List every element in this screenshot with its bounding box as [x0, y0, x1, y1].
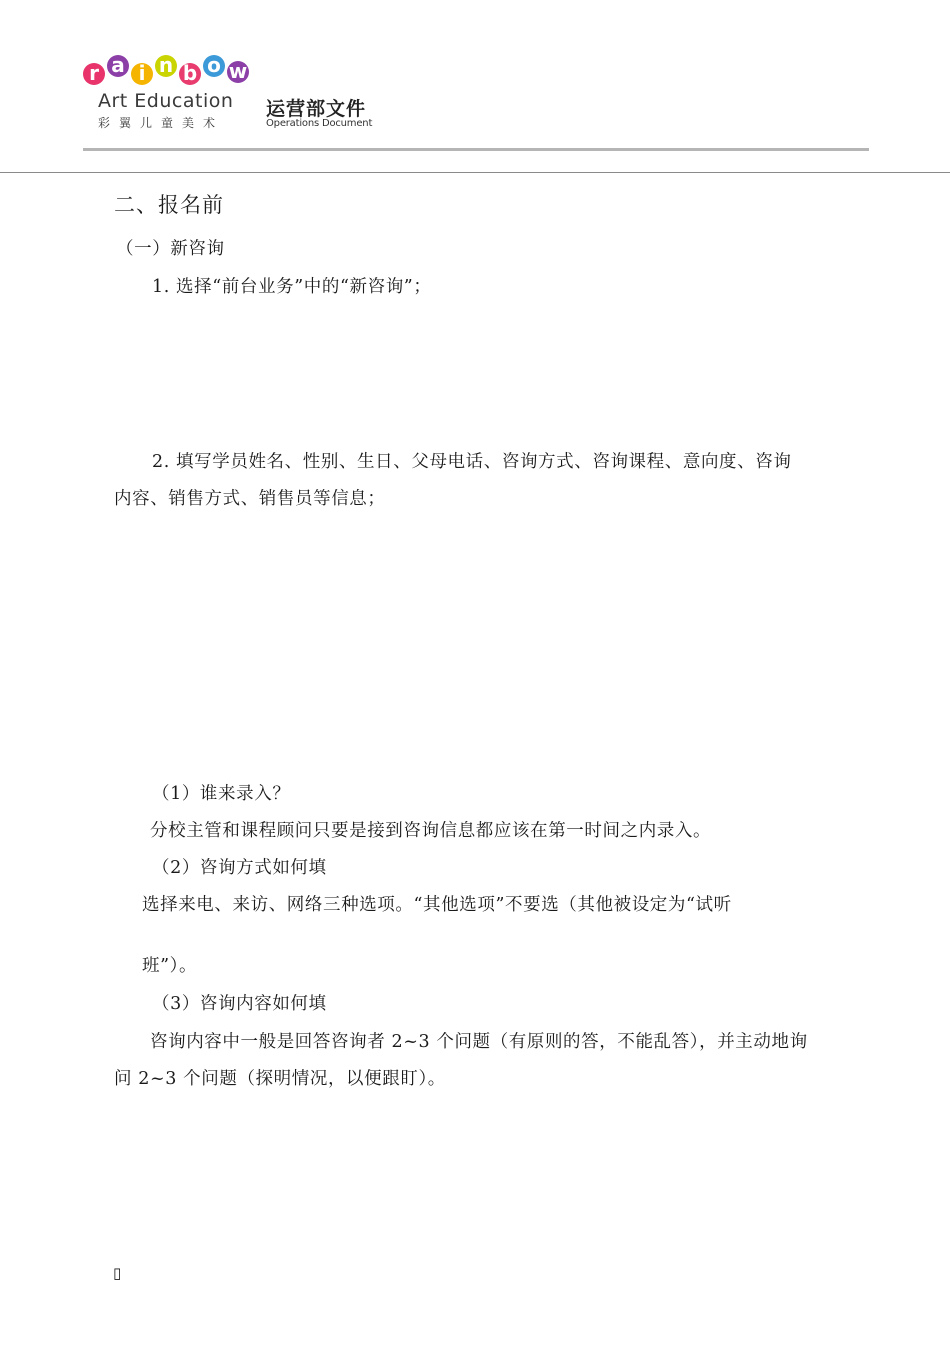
logo-letter: i	[138, 61, 146, 85]
logo-letter: o	[207, 53, 221, 77]
page-divider	[0, 172, 950, 173]
step-2-line-2: 内容、销售方式、销售员等信息；	[114, 489, 386, 509]
answer-1: 分校主管和课程顾问只要是接到咨询信息都应该在第一时间之内录入。	[150, 821, 712, 841]
step-2-line-1: 2. 填写学员姓名、性别、生日、父母电话、咨询方式、咨询课程、意向度、咨询	[152, 452, 792, 472]
answer-2-line-1: 选择来电、来访、网络三种选项。“其他选项”不要选（其他被设定为“试听	[142, 895, 732, 915]
subsection-heading: （一）新咨询	[116, 239, 225, 259]
step-1: 1. 选择“前台业务”中的“新咨询”；	[152, 277, 432, 297]
header-divider	[83, 148, 869, 151]
logo-letter: w	[228, 59, 248, 83]
logo-letter: b	[182, 61, 198, 85]
logo-chinese-name: 彩翼儿童美术	[98, 116, 225, 130]
logo-subtitle: Art Education	[98, 90, 234, 112]
logo-letter: n	[158, 53, 174, 77]
answer-3-line-2: 问 2~3 个问题（探明情况，以便跟盯）。	[114, 1069, 446, 1089]
footer-marker: ▯	[113, 1264, 122, 1282]
logo-letter: a	[111, 53, 125, 77]
question-1: （1）谁来录入？	[152, 784, 291, 804]
question-3: （3）咨询内容如何填	[152, 994, 327, 1014]
section-heading: 二、报名前	[114, 193, 224, 217]
rainbow-logo	[82, 48, 252, 92]
logo-letter: r	[89, 61, 99, 85]
question-2: （2）咨询方式如何填	[152, 858, 327, 878]
department-title: 运营部文件	[266, 98, 367, 120]
answer-3-line-1: 咨询内容中一般是回答咨询者 2~3 个问题（有原则的答，不能乱答），并主动地询	[150, 1032, 808, 1052]
answer-2-line-2: 班”）。	[142, 956, 198, 976]
department-subtitle: Operations Document	[266, 118, 373, 129]
